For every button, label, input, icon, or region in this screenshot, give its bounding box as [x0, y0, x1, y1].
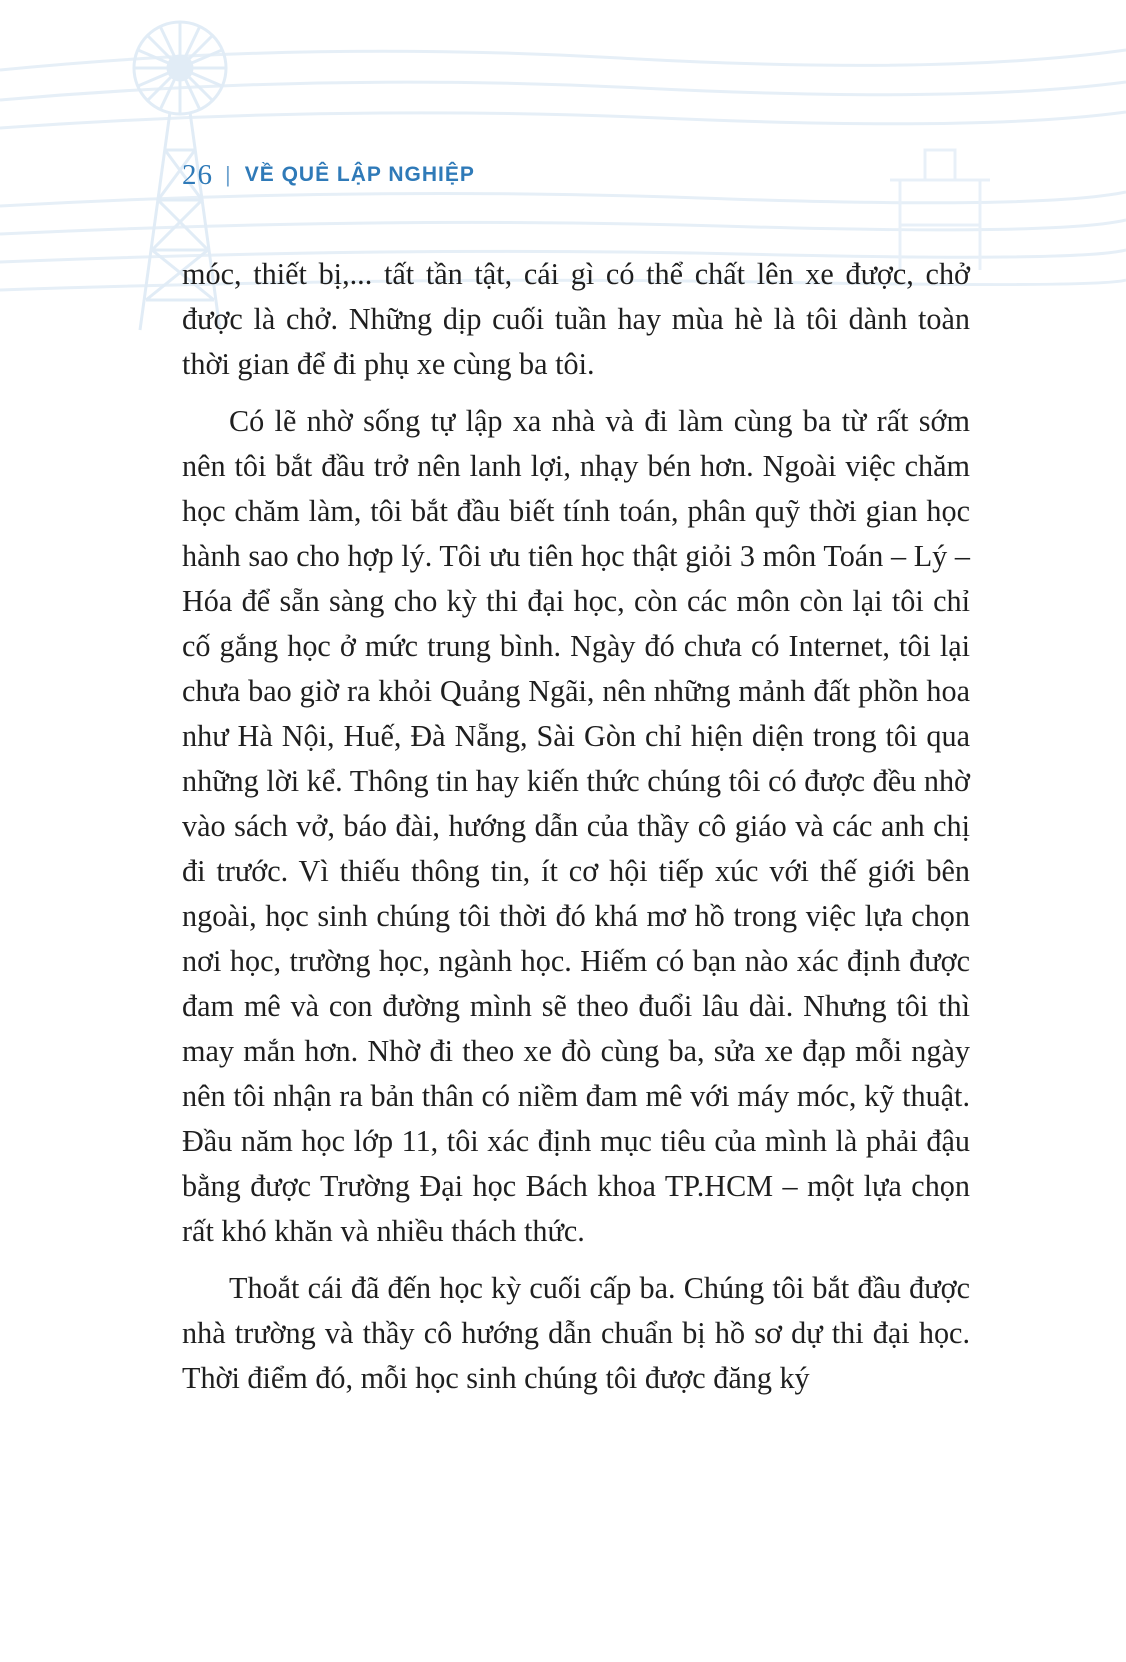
chapter-title: VỀ QUÊ LẬP NGHIỆP [244, 163, 475, 186]
body-text [182, 252, 970, 1401]
page-number: 26 [182, 158, 213, 191]
paragraph: Thoắt cái đã đến học kỳ cuối cấp ba. Chúng tôi bắt đầu được nhà trường và thầy cô hướng dẫn chuẩn bị hồ sơ dự thi đại học. Thời điểm đó, mỗi học sinh chúng tôi được đăng ký [182, 1271, 970, 1395]
running-header [182, 155, 475, 195]
header-separator: | [225, 162, 231, 187]
paragraph: Có lẽ nhờ sống tự lập xa nhà và đi làm cùng ba từ rất sớm nên tôi bắt đầu trở nên lanh lợi, nhạy bén hơn. Ngoài việc chăm học chăm làm, tôi bắt đầu biết tính toán, phân quỹ thời gian học hành sao cho hợp lý. Tôi ưu tiên học thật giỏi 3 môn Toán – Lý – Hóa để sẵn sàng cho kỳ thi đại học, còn các môn còn lại tôi chỉ cố gắng học ở mức trung bình. Ngày đó chưa có Internet, tôi lại chưa bao giờ ra khỏi Quảng Ngãi, nên những mảnh đất phồn hoa như Hà Nội, Huế, Đà Nẵng, Sài Gòn chỉ hiện diện trong tôi qua những lời kể. Thông tin hay kiến thức chúng tôi có được đều nhờ vào sách vở, báo đài, hướng dẫn của thầy cô giáo và các anh chị đi trước. Vì thiếu thông tin, ít cơ hội tiếp xúc với thế giới bên ngoài, học sinh chúng tôi thời đó khá mơ hồ trong việc lựa chọn nơi học, trường học, ngành học. Hiếm có bạn nào xác định được đam mê và con đường mình sẽ theo đuổi lâu dài. Nhưng tôi thì may mắn hơn. Nhờ đi theo xe đò cùng ba, sửa xe đạp mỗi ngày nên tôi nhận ra bản thân có niềm đam mê với máy móc, kỹ thuật. Đầu năm học lớp 11, tôi xác định mục tiêu của mình là phải đậu bằng được Trường Đại học Bách khoa TP.HCM – một lựa chọn rất khó khăn và nhiều thách thức. [182, 404, 970, 1248]
paragraph: móc, thiết bị,... tất tần tật, cái gì có thể chất lên xe được, chở được là chở. Những dịp cuối tuần hay mùa hè là tôi dành toàn thời gian để đi phụ xe cùng ba tôi. [182, 257, 970, 381]
